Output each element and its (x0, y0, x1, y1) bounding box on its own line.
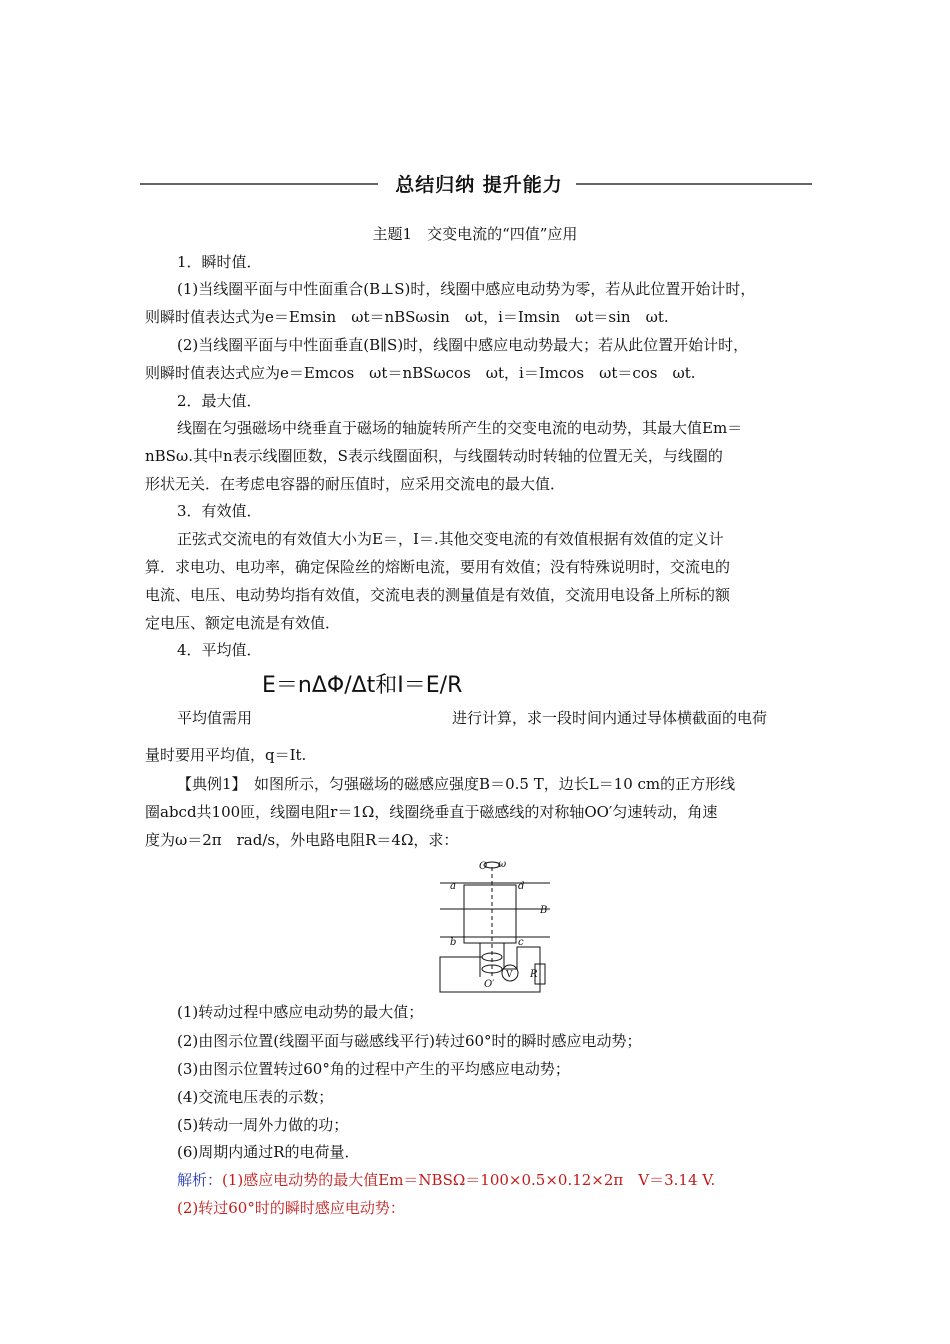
coil-square (464, 885, 516, 943)
average-value-formula: E＝nΔΦ/Δt和I＝E/R (262, 673, 463, 698)
question-2: (2)由图示位置(线圈平面与磁感线平行)转过60°时的瞬时感应电动势； (177, 1032, 642, 1050)
s4-line2: 量时要用平均值，q＝It. (145, 746, 307, 764)
label-O: O (479, 861, 488, 872)
s2-line3: 形状无关．在考虑电容器的耐压值时，应采用交流电的最大值． (145, 475, 566, 493)
s1-p1-line1: (1)当线圈平面与中性面重合(B⊥S)时，线圈中感应电动势为零，若从此位置开始计时， (177, 280, 756, 298)
label-d: d (518, 881, 525, 892)
header-rule-right (576, 183, 812, 185)
s3-line1: 正弦式交流电的有效值大小为E＝，I＝.其他交变电流的有效值根据有效值的定义计 (177, 530, 724, 548)
label-c: c (518, 937, 524, 948)
s1-heading: 1．瞬时值． (177, 253, 262, 271)
label-B: B (540, 905, 548, 916)
question-4: (4)交流电压表的示数； (177, 1088, 334, 1106)
example-line2: 圈abcd共100匝，线圈电阻r＝1Ω，线圈绕垂直于磁感线的对称轴OO′匀速转动，角速 (145, 803, 718, 821)
s3-line3: 电流、电压、电动势均指有效值，交流电表的测量值是有效值，交流用电设备上所标的额 (145, 586, 731, 604)
label-V: V (506, 970, 513, 980)
label-a: a (450, 881, 456, 892)
s3-line2: 算．求电功、电功率，确定保险丝的熔断电流，要用有效值；没有特殊说明时，交流电的 (145, 558, 731, 576)
solution-line1: (1)感应电动势的最大值Em＝NBSΩ＝100×0.5×0.12×2π V＝3.14 V. (222, 1171, 716, 1189)
s4-line1-post: 进行计算，求一段时间内通过导体横截面的电荷 (452, 709, 768, 727)
solution-line2: (2)转过60°时的瞬时感应电动势： (177, 1199, 405, 1217)
label-omega: ω (498, 859, 507, 870)
question-5: (5)转动一周外力做的功； (177, 1116, 349, 1134)
coil-diagram (432, 857, 552, 997)
label-R: R (530, 969, 538, 980)
example-line3: 度为ω＝2π rad/s，外电路电阻R＝4Ω，求： (145, 831, 459, 849)
s3-heading: 3．有效值． (177, 502, 262, 520)
s2-line2: nBSω.其中n表示线圈匝数，S表示线圈面积，与线圈转动时转轴的位置无关，与线圈的 (145, 447, 723, 465)
s1-p2-line1: (2)当线圈平面与中性面垂直(B∥S)时，线圈中感应电动势最大；若从此位置开始计时， (177, 336, 749, 354)
header-rule-left (140, 183, 378, 185)
s2-line1: 线圈在匀强磁场中绕垂直于磁场的轴旋转所产生的交变电流的电动势，其最大值Em＝ (177, 419, 743, 437)
question-3: (3)由图示位置转过60°角的过程中产生的平均感应电动势； (177, 1060, 570, 1078)
example-line1: 【典例1】 如图所示，匀强磁场的磁感应强度B＝0.5 T，边长L＝10 cm的正方形线 (177, 775, 736, 793)
s4-line1-pre: 平均值需用 (177, 709, 253, 727)
label-b: b (450, 937, 457, 948)
topic-title: 主题1 交变电流的“四值”应用 (372, 225, 578, 243)
question-6: (6)周期内通过R的电荷量． (177, 1143, 360, 1161)
s3-line4: 定电压、额定电流是有效值． (145, 614, 341, 632)
s2-heading: 2．最大值． (177, 392, 262, 410)
s1-p1-line2: 则瞬时值表达式为e＝Emsin ωt＝nBSωsin ωt，i＝Imsin ωt＝sin ωt. (145, 308, 669, 326)
label-O-prime: O′ (484, 979, 495, 990)
s1-p2-line2: 则瞬时值表达式应为e＝Emcos ωt＝nBSωcos ωt，i＝Imcos ωt＝cos ωt. (145, 364, 696, 382)
s4-heading: 4．平均值． (177, 641, 262, 659)
question-1: (1)转动过程中感应电动势的最大值； (177, 1003, 424, 1021)
solution-label: 解析： (177, 1171, 223, 1189)
section-header-title: 总结归纳 提升能力 (395, 174, 563, 196)
